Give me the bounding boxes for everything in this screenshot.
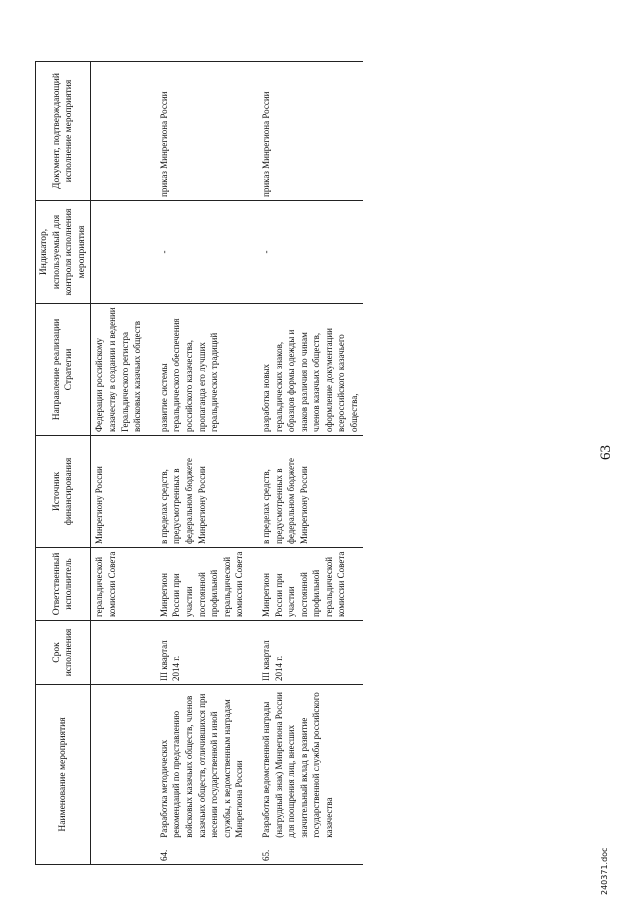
table-row <box>258 62 363 865</box>
row-gap <box>248 62 258 865</box>
document-cell <box>91 62 146 201</box>
header-indicator: Индикатор, используемый для контроля исполнения мероприятия <box>36 201 91 304</box>
term-cell <box>91 621 146 685</box>
page-number: 63 <box>598 445 614 460</box>
source-cell: Минрегиону России <box>91 436 146 548</box>
direction-cell: разработка новых геральдических знаков, образцов формы одежды и знаков различия по чинам членов казачьих обществ, оформление документации всероссийского казачьего общества, <box>258 304 363 436</box>
activity-name: Разработка методических рекомендаций по представлению войсковых казачьих обществ, членов казачьих обществ, отличившихся при несении государственной и иной службы, к ведомственным наградам Минрегиона России <box>158 693 245 838</box>
table-row <box>156 62 248 865</box>
header-document: Документ, подтверждающий исполнение мероприятия <box>36 62 91 201</box>
source-cell: в пределах средств, предусмотренных в федеральном бюджете Минрегиону России <box>258 436 363 548</box>
activities-table <box>35 61 363 865</box>
activity-name: Разработка ведомственной награды (нагрудный знак) Минрегиона России для поощрения лиц, внесших значительный вклад в развитие государственной службы российского казачества <box>260 692 334 838</box>
responsible-cell: Минрегион России при участии постоянной профильной геральдической комиссии Совета <box>156 548 248 621</box>
header-responsible: Ответственный исполнитель <box>36 548 91 621</box>
header-direction: Направление реализации Стратегии <box>36 304 91 436</box>
table-row <box>91 62 146 865</box>
header-source: Источник финансирования <box>36 436 91 548</box>
row-number: 64. <box>158 849 169 861</box>
name-cell <box>91 685 146 865</box>
term-cell: III квартал 2014 г. <box>156 621 248 685</box>
document-cell: приказ Минрегиона России <box>156 62 248 201</box>
header-name: Наименование мероприятия <box>36 685 91 865</box>
table-header-row <box>36 62 91 865</box>
term-cell: III квартал 2014 г. <box>258 621 363 685</box>
direction-cell: Федерации российскому казачеству в создании и ведении Геральдического регистра войсковых казачьих обществ <box>91 304 146 436</box>
name-cell <box>258 685 363 865</box>
document-id: 240371.doc <box>600 847 609 895</box>
indicator-cell: - <box>258 201 363 304</box>
direction-cell: развитие системы геральдического обеспечения российского казачества, пропаганда его лучших геральдических традиций <box>156 304 248 436</box>
name-cell <box>156 685 248 865</box>
header-term: Срок исполнения <box>36 621 91 685</box>
source-cell: в пределах средств, предусмотренных в федеральном бюджете Минрегиону России <box>156 436 248 548</box>
responsible-cell: геральдической комиссии Совета <box>91 548 146 621</box>
responsible-cell: Минрегион России при участии постоянной профильной геральдической комиссии Совета <box>258 548 363 621</box>
row-number: 65. <box>260 849 271 861</box>
row-gap <box>146 62 156 865</box>
indicator-cell <box>91 201 146 304</box>
document-cell: приказ Минрегиона России <box>258 62 363 201</box>
indicator-cell: - <box>156 201 248 304</box>
